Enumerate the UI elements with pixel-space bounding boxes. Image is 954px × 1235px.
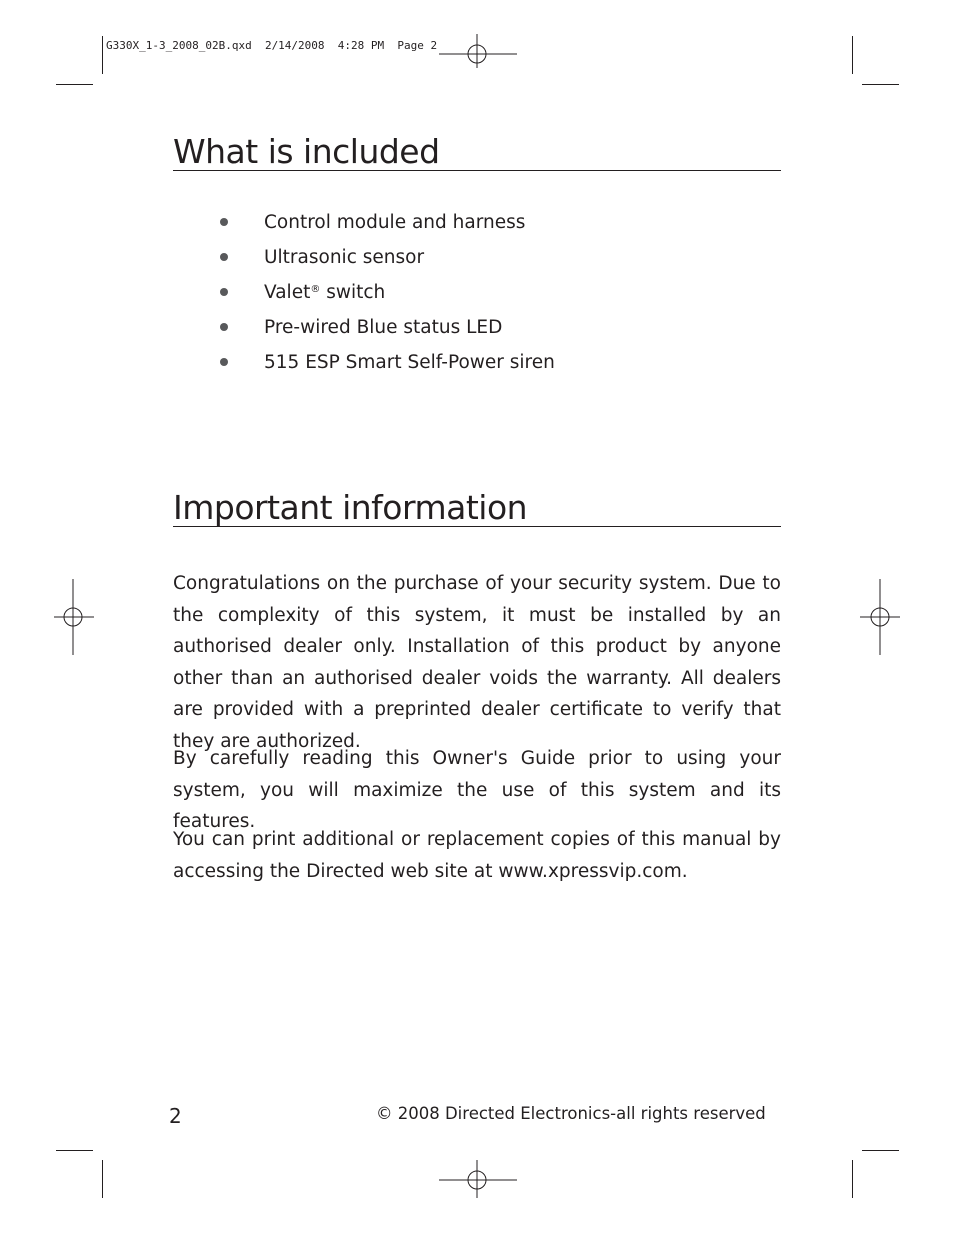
list-item-text: Ultrasonic sensor [264, 247, 425, 268]
list-item [218, 312, 555, 347]
list-item [218, 242, 555, 277]
registration-mark-right-icon [860, 579, 900, 655]
paragraph-print-copies: You can print additional or replacement copies of this manual by accessing the Directed web site at www.xpressvip.com. [173, 829, 781, 882]
section-title-text: What is included [173, 132, 440, 171]
list-item-text: Valet [264, 282, 311, 303]
paragraph-owners-guide: By carefully reading this Owner's Guide prior to using your system, you will maximize the use of this system and its features. [173, 748, 781, 833]
crop-mark-top-right-horizontal [862, 84, 899, 85]
section-title-what-is-included [173, 134, 781, 171]
registration-mark-top-icon [439, 34, 517, 68]
list-item-text: Control module and harness [264, 212, 526, 233]
list-item-text: 515 ESP Smart Self-Power siren [264, 352, 555, 373]
bullet-icon [220, 323, 228, 331]
crop-mark-bottom-left-horizontal [56, 1150, 93, 1151]
crop-mark-bottom-left-vertical [102, 1160, 103, 1198]
registration-mark-left-icon [54, 579, 94, 655]
section-title-text: Important information [173, 488, 528, 527]
page-number: 2 [169, 1104, 182, 1128]
print-slug-line: G330X_1-3_2008_02B.qxd 2/14/2008 4:28 PM Page 2 [106, 39, 438, 52]
list-item-text-suffix: switch [320, 282, 386, 303]
crop-mark-bottom-right-horizontal [862, 1150, 899, 1151]
crop-mark-top-left-vertical [102, 36, 103, 74]
crop-mark-top-right-vertical [852, 36, 853, 74]
included-items-list [218, 207, 555, 382]
paragraph-congratulations: Congratulations on the purchase of your security system. Due to the complexity of this system, it must be installed by an authorised dealer only. Installation of this product by anyone other than an authorised dealer voids the warranty. All dealers are provided with a preprinted dealer certificate to verify that they are authorized. [173, 573, 781, 752]
bullet-icon [220, 218, 228, 226]
list-item [218, 347, 555, 382]
bullet-icon [220, 253, 228, 261]
bullet-icon [220, 288, 228, 296]
list-item [218, 277, 555, 312]
list-item-text: Pre-wired Blue status LED [264, 317, 503, 338]
copyright-notice: © 2008 Directed Electronics-all rights reserved [376, 1104, 766, 1123]
crop-mark-bottom-right-vertical [852, 1160, 853, 1198]
crop-mark-top-left-horizontal [56, 84, 93, 85]
registration-mark-bottom-icon [439, 1160, 517, 1198]
list-item [218, 207, 555, 242]
bullet-icon [220, 358, 228, 366]
section-title-important-information [173, 490, 781, 527]
registered-trademark: ® [310, 284, 321, 295]
